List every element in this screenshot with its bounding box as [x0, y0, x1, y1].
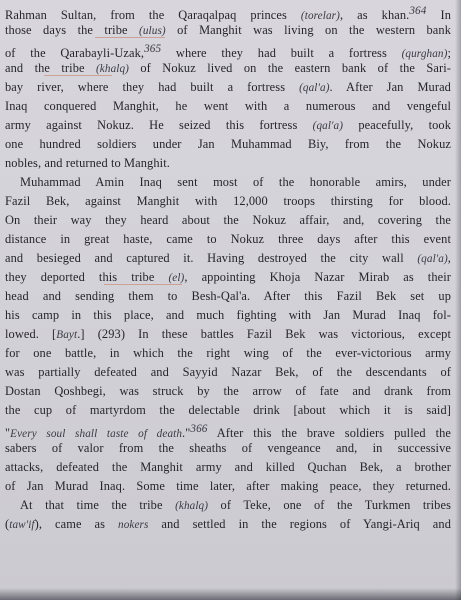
text-line: those days the tribe (ulus) of Manghit was living on the western bank: [5, 23, 452, 37]
paragraph-start-line: At that time the tribe (khalq) of Teke, one of the Turkmen tribes: [20, 498, 451, 512]
handwritten-underline: [44, 75, 112, 76]
text-line: of the Qarabayli-Uzak,$^{365}$ where they had built a fortress (qurghan);: [5, 43, 451, 61]
handwritten-underline: [104, 284, 182, 285]
text-line: Rahman Sultan, from the Qaraqalpaq princes (torelar), as khan.$^{364}$ In: [5, 5, 451, 23]
text-line: and the tribe (khalq) of Nokuz lived on the eastern bank of the Sari-: [5, 61, 451, 75]
handwritten-underline: [95, 37, 165, 38]
text-line: the cup of martyrdom the delectable drink [about which it is said]: [5, 403, 451, 417]
text-line: of Jan Murad Inaq. Some time later, after making peace, they returned.: [5, 479, 451, 493]
text-line: head and sending them to Besh-Qal'a. After this Fazil Bek set up: [5, 289, 451, 303]
text-line: lowed. [Bayt.] (293) In these battles Fazil Bek was victorious, except: [5, 327, 452, 341]
text-line: Dostan Qoshbegi, was struck by the arrow of fate and drank from: [5, 384, 451, 398]
text-line: (taw'if), came as nokers and settled in the regions of Yangi-Ariq and: [5, 517, 451, 531]
text-line: On their way they heard about the Nokuz affair, and, covering the: [5, 213, 451, 227]
text-line: Inaq conquered Manghit, he went with a numerous and vengeful: [5, 99, 451, 113]
text-line: army against Nokuz. He seized this fortress (qal'a) peacefully, took: [5, 118, 452, 132]
text-line: "Every soul shall taste of death."$^{366}$ After this the brave soldiers pulled the: [5, 423, 451, 441]
text-line: bay river, where they had built a fortress (qal'a). After Jan Murad: [5, 80, 451, 94]
text-line: was partially defeated and Sayyid Nazar Bek, of the descendants of: [5, 365, 451, 379]
text-line: nobles, and returned to Manghit.: [5, 156, 170, 170]
text-line: his camp in this place, and much fighting with Jan Murad Inaq fol-: [5, 308, 451, 322]
text-line: and besieged and captured it. Having destroyed the city wall (qal'a),: [5, 251, 451, 265]
text-line: distance in great haste, came to Nokuz three days after this event: [5, 232, 451, 246]
text-line: sabers of valor from the sheaths of vengeance and, in successive: [5, 441, 451, 455]
page-edge-shadow: [455, 0, 461, 600]
text-line: Fazil Bek, against Manghit with 12,000 troops thirsting for blood.: [5, 194, 451, 208]
text-line: they deported this tribe (el), appointing Khoja Nazar Mirab as their: [5, 270, 451, 284]
text-line: for one battle, in which the right wing of the ever-victorious army: [5, 346, 451, 360]
text-line: attacks, defeated the Manghit army and killed Quchan Bek, a brother: [5, 460, 451, 474]
bottom-edge-shadow: [0, 588, 461, 600]
text-line: one hundred soldiers under Jan Muhammad Biy, from the Nokuz: [5, 137, 451, 151]
paragraph-start-line: Muhammad Amin Inaq sent most of the honorable amirs, under: [20, 175, 451, 189]
